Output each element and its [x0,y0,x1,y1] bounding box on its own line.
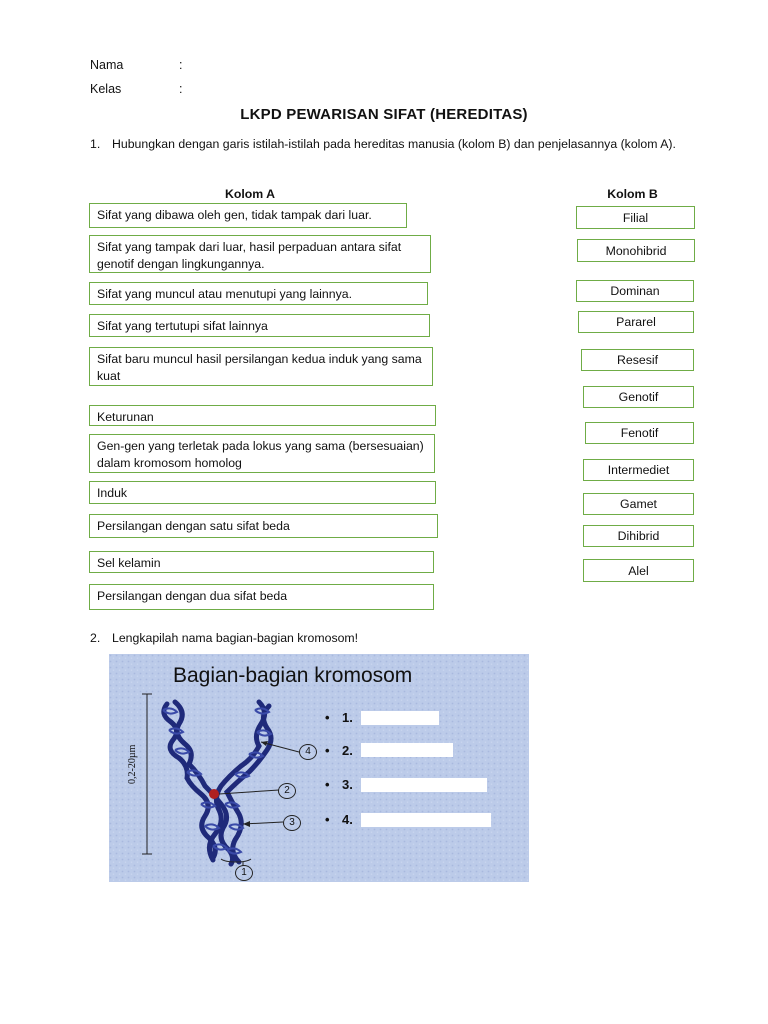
kolom-b-item[interactable]: Genotif [583,386,694,408]
callout-3: 3 [283,815,301,831]
kolom-b-item[interactable]: Alel [583,559,694,582]
kolom-a-item[interactable]: Persilangan dengan satu sifat beda [89,514,438,538]
nama-colon: : [179,58,183,72]
bullet: • [325,710,330,725]
kolom-b-item[interactable]: Pararel [578,311,694,333]
answer-label-2: 2. [342,743,353,758]
answer-label-4: 4. [342,812,353,827]
kolom-a-item[interactable]: Sifat yang tampak dari luar, hasil perpaduan antara sifat genotif dengan lingkungannya. [89,235,431,273]
kolom-a-heading: Kolom A [224,187,276,201]
kolom-a-item[interactable]: Sel kelamin [89,551,434,573]
kolom-b-heading: Kolom B [607,187,658,201]
answer-label-3: 3. [342,777,353,792]
kolom-a-item[interactable]: Induk [89,481,436,504]
nama-label: Nama [90,58,124,72]
bullet: • [325,743,330,758]
figure-title: Bagian-bagian kromosom [173,664,413,687]
question-2-number: 2. [90,631,101,645]
centromere [209,789,219,799]
kolom-a-item[interactable]: Sifat baru muncul hasil persilangan kedua induk yang sama kuat [89,347,433,386]
kolom-a-item[interactable]: Gen-gen yang terletak pada lokus yang sama (bersesuaian) dalam kromosom homolog [89,434,435,473]
bullet: • [325,812,330,827]
callout-2: 2 [278,783,296,799]
question-2-text: Lengkapilah nama bagian-bagian kromosom! [112,631,359,645]
chromosome-figure [109,654,529,882]
kolom-b-item[interactable]: Fenotif [585,422,694,444]
kolom-b-item[interactable]: Dihibrid [583,525,694,547]
kolom-b-item[interactable]: Gamet [583,493,694,515]
kelas-label: Kelas [90,82,122,96]
kolom-b-item[interactable]: Filial [576,206,695,229]
kolom-b-item[interactable]: Dominan [576,280,694,302]
kolom-b-item[interactable]: Monohibrid [577,239,695,262]
kolom-b-item[interactable]: Intermediet [583,459,694,481]
figure-background [109,654,529,882]
chromosome-illustration [109,654,529,882]
answer-label-1: 1. [342,710,353,725]
question-1-number: 1. [90,137,101,151]
answer-blank-1[interactable] [361,711,439,725]
kolom-a-item[interactable]: Sifat yang muncul atau menutupi yang lainnya. [89,282,428,305]
scale-label: 0,2-20µm [127,744,138,784]
bullet: • [325,777,330,792]
kolom-a-item[interactable]: Persilangan dengan dua sifat beda [89,584,434,610]
answer-blank-3[interactable] [361,778,487,792]
answer-blank-4[interactable] [361,813,491,827]
page-title: LKPD PEWARISAN SIFAT (HEREDITAS) [240,106,528,123]
question-1-text: Hubungkan dengan garis istilah-istilah pada hereditas manusia (kolom B) dan penjelasannya (kolom A). [112,137,676,151]
kolom-a-item[interactable]: Sifat yang tertutupi sifat lainnya [89,314,430,337]
answer-blank-2[interactable] [361,743,453,757]
kelas-colon: : [179,82,183,96]
kolom-a-item[interactable]: Sifat yang dibawa oleh gen, tidak tampak dari luar. [89,203,407,228]
kolom-a-item[interactable]: Keturunan [89,405,436,426]
callout-4: 4 [299,744,317,760]
callout-1: 1 [235,865,253,881]
kolom-b-item[interactable]: Resesif [581,349,694,371]
